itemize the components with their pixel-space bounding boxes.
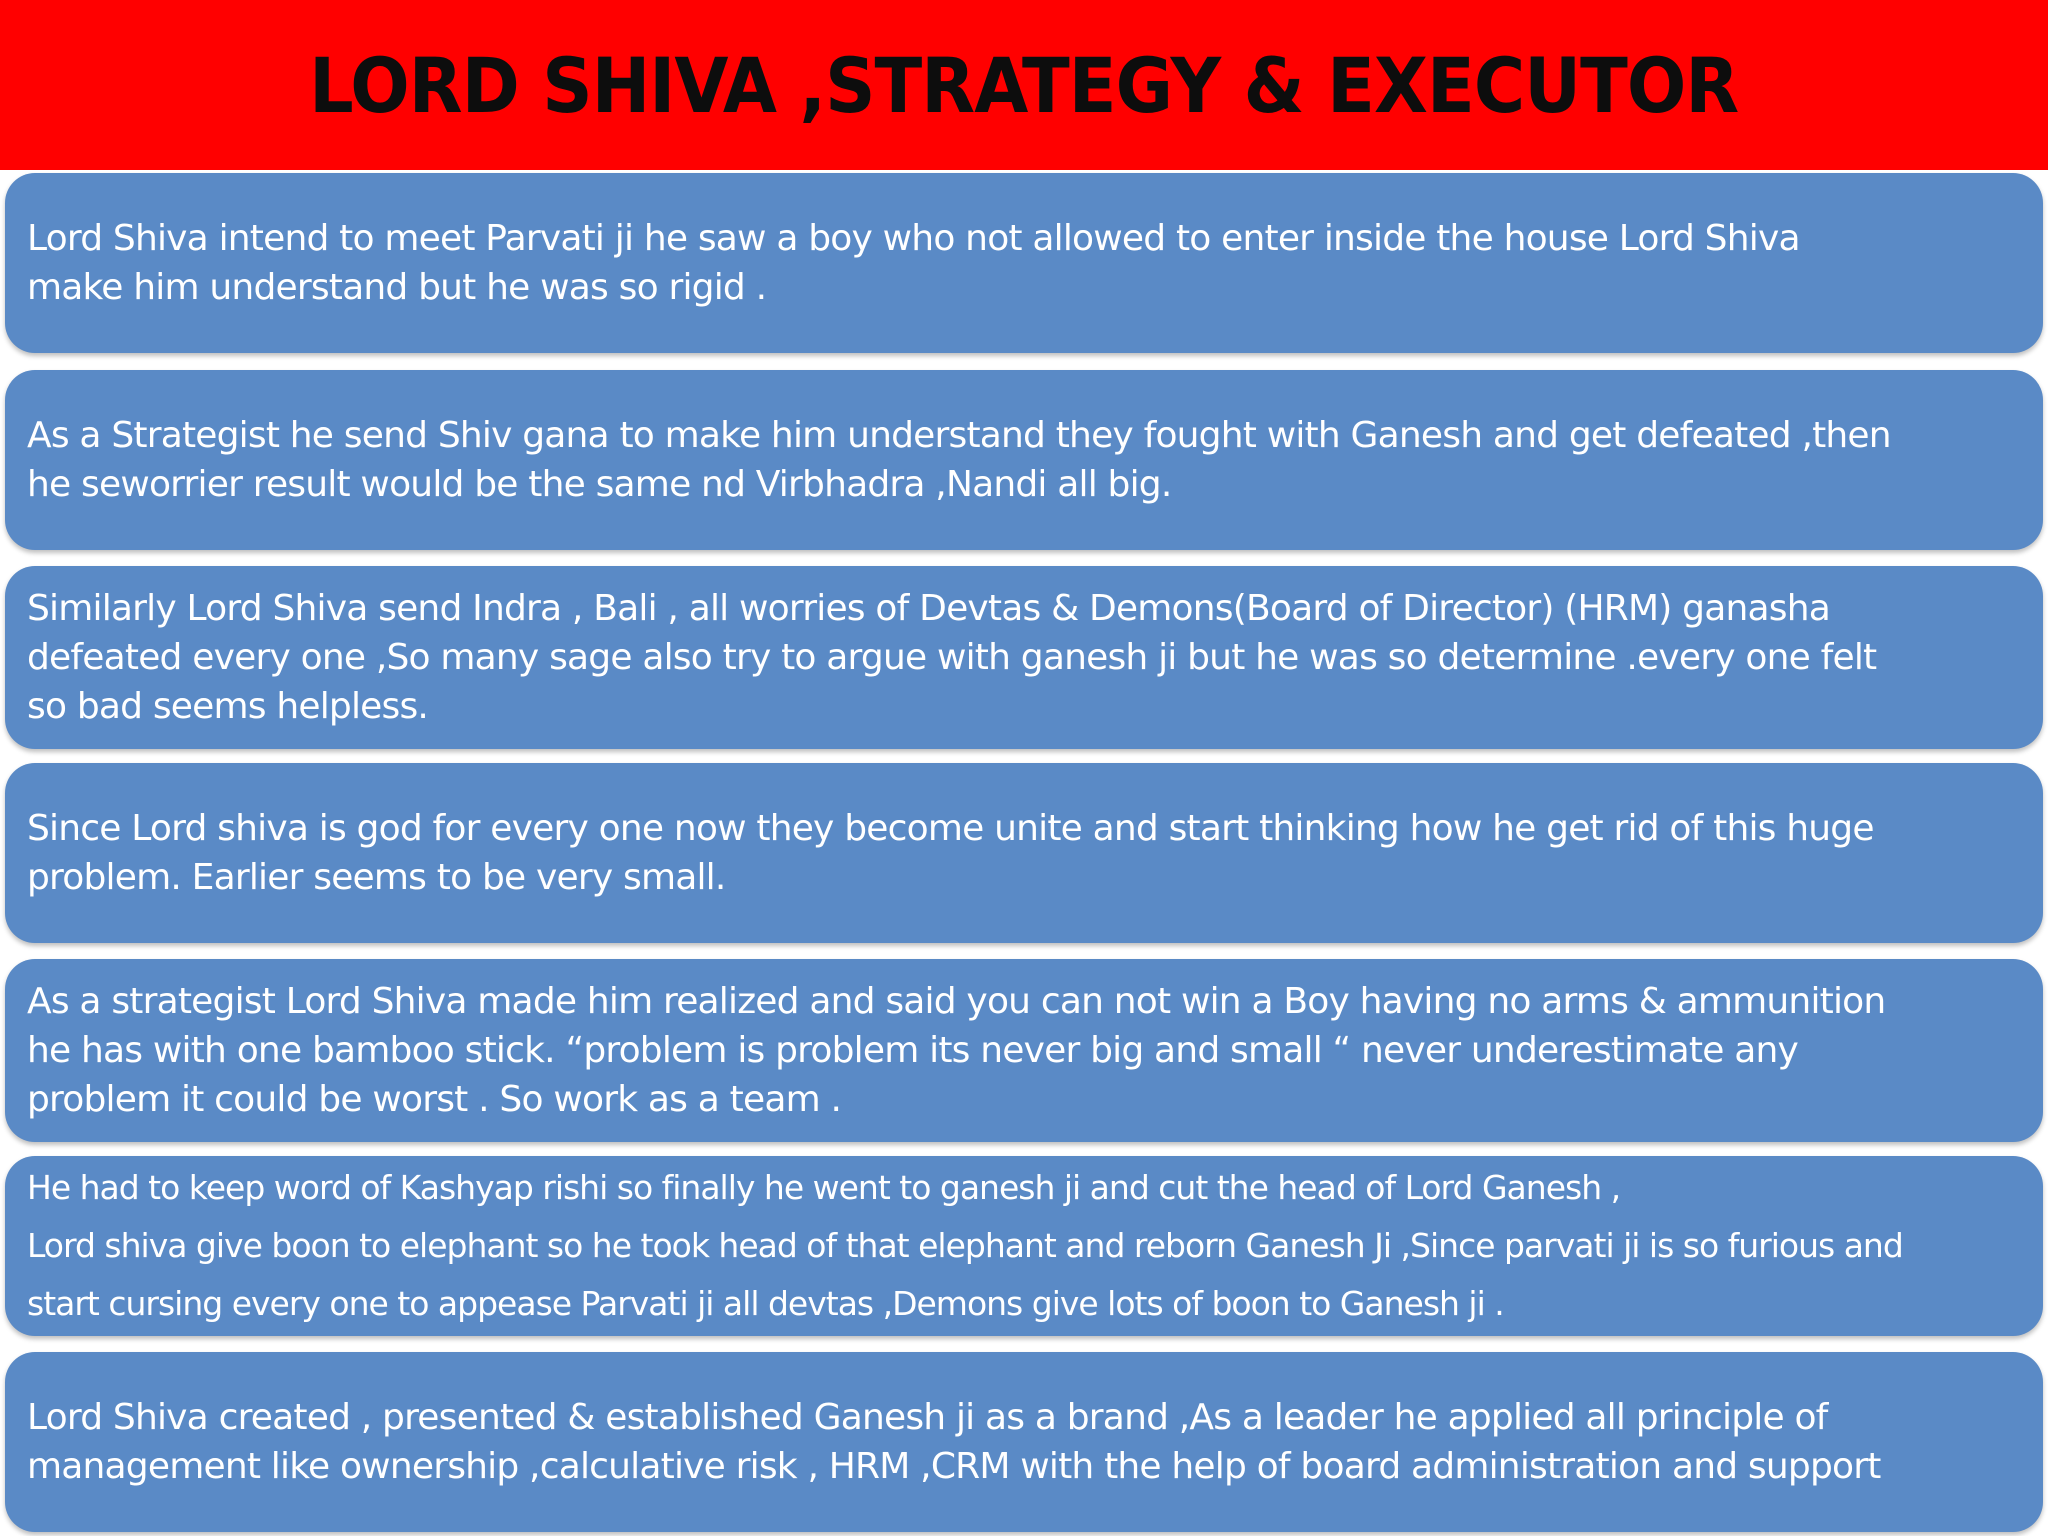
content-panel-5 <box>5 959 2043 1142</box>
panel-5-line-1: As a strategist Lord Shiva made him realized and said you can not win a Boy having no arms & ammunition <box>27 981 1886 1022</box>
panel-2-line-2: he seworrier result would be the same nd Virbhadra ,Nandi all big. <box>27 464 1172 505</box>
panel-3-line-1: Similarly Lord Shiva send Indra , Bali , all worries of Devtas & Demons(Board of Director) (HRM) ganasha <box>27 588 1830 629</box>
content-panel-2 <box>5 370 2043 550</box>
panel-1-line-1: Lord Shiva intend to meet Parvati ji he saw a boy who not allowed to enter inside the house Lord Shiva <box>27 218 1800 259</box>
panel-6-line-2: Lord shiva give boon to elephant so he took head of that elephant and reborn Ganesh Ji ,Since parvati ji is so furious and <box>27 1226 1903 1265</box>
panel-5-line-2: he has with one bamboo stick. “problem is problem its never big and small “ never underestimate any <box>27 1030 1798 1071</box>
panel-6-paragraph-2 <box>27 1210 1983 1326</box>
panel-6-line-1: He had to keep word of Kashyap rishi so finally he went to ganesh ji and cut the head of Lord Ganesh , <box>27 1168 1621 1207</box>
panel-3-line-2: defeated every one ,So many sage also try to argue with ganesh ji but he was so determine .every one felt <box>27 637 1877 678</box>
content-panel-6 <box>5 1156 2043 1336</box>
content-panel-7 <box>5 1352 2043 1532</box>
panel-6-line-3: start cursing every one to appease Parvati ji all devtas ,Demons give lots of boon to Ganesh ji . <box>27 1284 1504 1323</box>
panel-4-line-1: Since Lord shiva is god for every one now they become unite and start thinking how he get rid of this huge <box>27 808 1874 849</box>
slide-title: LORD SHIVA ,STRATEGY & EXECUTOR <box>309 40 1739 130</box>
title-bar <box>0 0 2048 170</box>
panel-7-line-1: Lord Shiva created , presented & established Ganesh ji as a brand ,As a leader he applied all principle of <box>27 1397 1828 1438</box>
panel-5-line-3: problem it could be worst . So work as a team . <box>27 1079 842 1120</box>
panel-2-line-1: As a Strategist he send Shiv gana to make him understand they fought with Ganesh and get defeated ,then <box>27 415 1891 456</box>
panel-4-line-2: problem. Earlier seems to be very small. <box>27 857 726 898</box>
content-panel-4 <box>5 763 2043 943</box>
panel-7-line-2: management like ownership ,calculative risk , HRM ,CRM with the help of board administration and support <box>27 1446 1881 1487</box>
panel-1-line-2: make him understand but he was so rigid . <box>27 267 767 308</box>
content-panel-1 <box>5 173 2043 353</box>
content-panel-3 <box>5 566 2043 749</box>
panel-3-line-3: so bad seems helpless. <box>27 686 429 727</box>
